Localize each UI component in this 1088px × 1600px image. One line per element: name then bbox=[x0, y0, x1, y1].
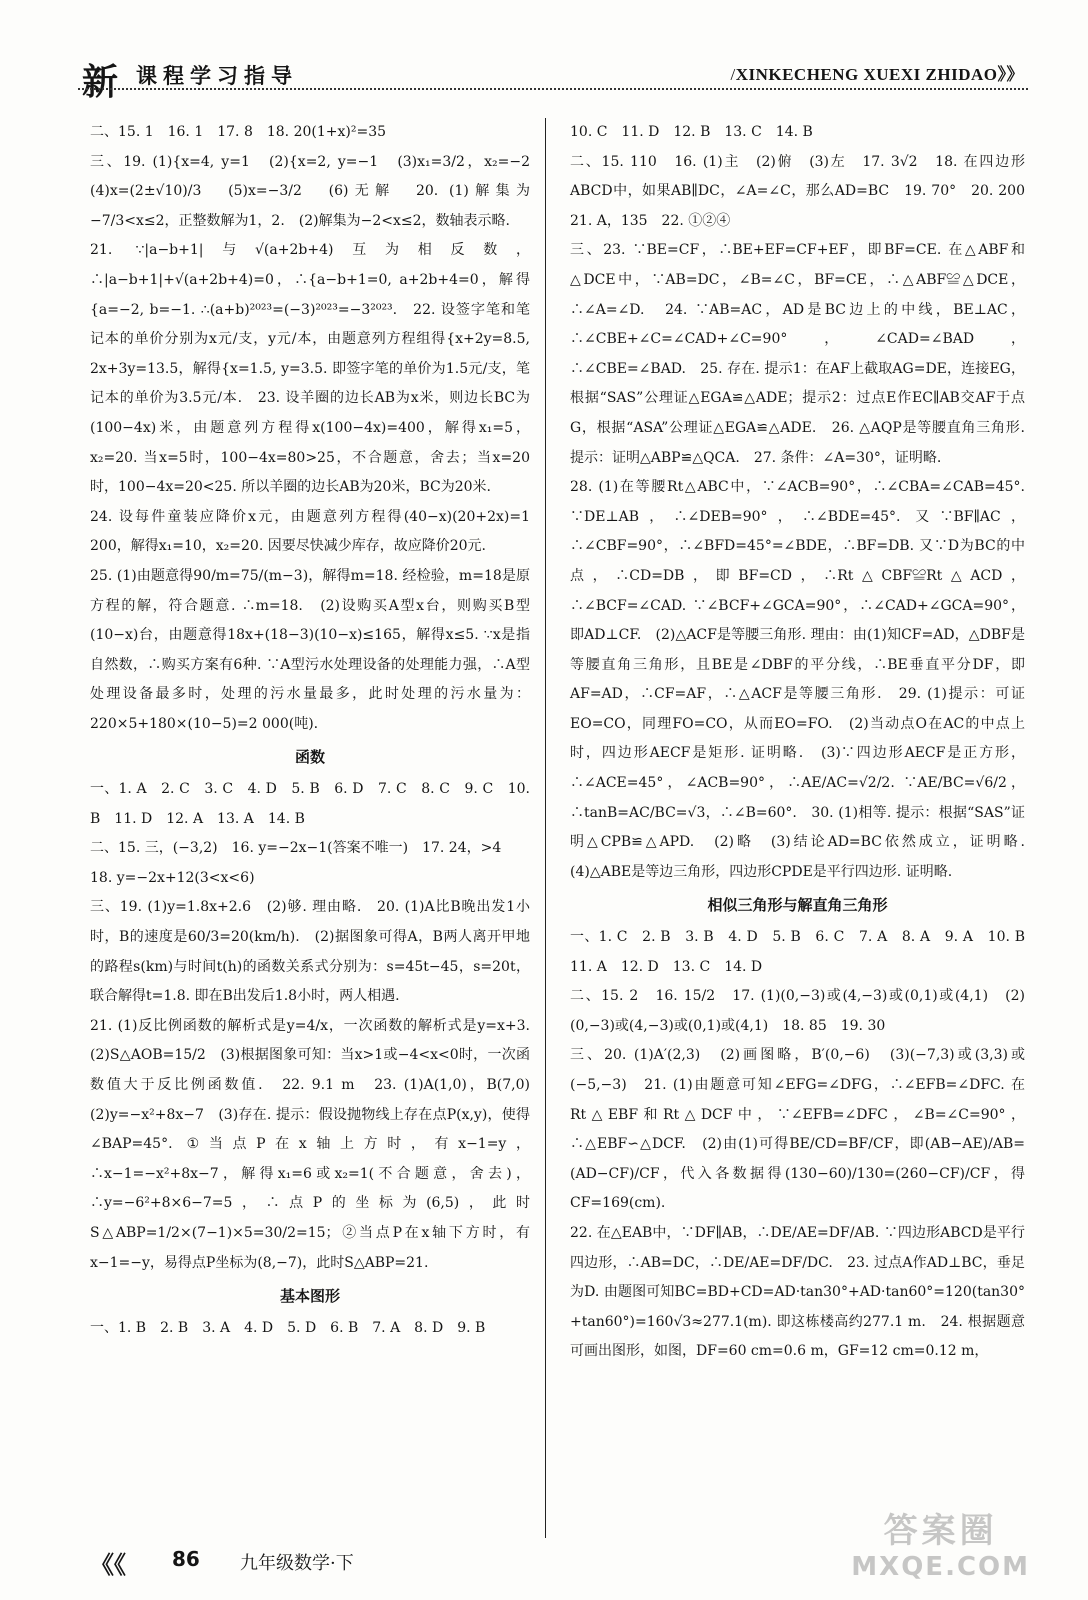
page-header bbox=[78, 50, 1028, 103]
answer-paragraph: 25. (1)由题意得90/m=75/(m−3)，解得m=18. 经检验，m=18是原方程的解，符合题意. ∴m=18. (2)设购买A型x台，则购买B型(10−x)台，由题意得18x+(18−3)(10−x)≤165，解得x≤5. ∵x是指自然数，∴购买方案有6种. ∵A型污水处理设备的处理能力强，∴A型处理设备最多时，处理的污水量最多，此时处理的污水量为：220×5+180×(10−5)=2 000(吨). bbox=[90, 567, 530, 732]
section-heading: 基本图形 bbox=[279, 1287, 340, 1306]
answer-paragraph: 二、15. 三，(−3,2) 16. y=−2x−1(答案不唯一) 17. 24，>4 bbox=[90, 840, 502, 857]
answer-paragraph: 一、1. A 2. C 3. C 4. D 5. B 6. D 7. C 8. C 9. C 10. B 11. D 12. A 13. A 14. B bbox=[90, 781, 530, 827]
brand-title: 课程学习指导 bbox=[136, 64, 298, 88]
answer-paragraph: 三、23. ∵BE=CF，∴BE+EF=CF+EF，即BF=CE. 在△ABF和△DCE中，∵AB=DC，∠B=∠C，BF=CE，∴△ABF≌△DCE，∴∠A=∠D. 24. ∵AB=AC，AD是BC边上的中线，BE⊥AC，∴∠CBE+∠C=∠CAD+∠C=90°，∠CAD=∠BAD，∴∠CBE=∠BAD. 25. 存在. 提示1：在AF上截取AG=DE，连接EG，根据“SAS”公理证△EGA≌△ADE；提示2：过点E作EC∥AB交AF于点G，根据“ASA”公理证△EGA≌△ADE. 26. △AQP是等腰直角三角形. 提示：证明△ABP≌△QCA. 27. 条件：∠A=30°，证明略. bbox=[570, 242, 1025, 466]
answer-paragraph: 一、1. C 2. B 3. B 4. D 5. B 6. C 7. A 8. A 9. A 10. B 11. A 12. D 13. C 14. D bbox=[570, 929, 1039, 975]
brand-logo-character: 新 bbox=[82, 62, 117, 103]
slash-icon: / bbox=[730, 65, 736, 84]
answer-paragraph: 21. ∵|a−b+1|与√(a+2b+4)互为相反数，∴|a−b+1|+√(a+2b+4)=0，∴{a−b+1=0, a+2b+4=0，解得{a=−2, b=−1. ∴(a+b)²⁰²³=(−3)²⁰²³=−3²⁰²³. 22. 设签字笔和笔记本的单价分别为x元/支，y元/本，由题意列方程组得{x+2y=8.5, 2x+3y=13.5，解得{x=1.5, y=3.5. 即签字笔的单价为1.5元/支，笔记本的单价为3.5元/本. 23. 设羊圈的边长AB为x米，则边长BC为(100−4x)米，由题意列方程得x(100−4x)=400，解得x₁=5，x₂=20. 当x=5时，100−4x=80>25，不合题意，舍去；当x=20时，100−4x=20<25. 所以羊圈的边长AB为20米，BC为20米. bbox=[90, 242, 530, 496]
answer-paragraph: 二、15. 110 16. (1)主 (2)俯 (3)左 17. 3√2 18. 在四边形ABCD中，如果AB∥DC，∠A=∠C，那么AD=BC 19. 70° 20. 200 21. A，135 22. ①②④ bbox=[570, 153, 1039, 229]
watermark-url: MXQE.COM bbox=[851, 1552, 1030, 1582]
column-divider bbox=[545, 118, 546, 1538]
brand-title-english bbox=[730, 60, 1024, 85]
answer-paragraph: 28. (1)在等腰Rt△ABC中，∵∠ACB=90°，∴∠CBA=∠CAB=45°. ∵DE⊥AB，∴∠DEB=90°，∴∠BDE=45°. 又∵BF∥AC，∴∠CBF=90°，∴∠BFD=45°=∠BDE，∴BF=DB. 又∵D为BC的中点，∴CD=DB，即BF=CD，∴Rt△CBF≌Rt△ACD，∴∠BCF=∠CAD. ∵∠BCF+∠GCA=90°，∴∠CAD+∠GCA=90°，即AD⊥CF. (2)△ACF是等腰三角形. 理由：由(1)知CF=AD，△DBF是等腰直角三角形，且BE是∠DBF的平分线，∴BE垂直平分DF，即AF=AD，∴CF=AF，∴△ACF是等腰三角形. 29. (1)提示：可证EO=CO，同理FO=CO，从而EO=FO. (2)当动点O在AC的中点上时，四边形AECF是矩形. 证明略. (3)∵四边形AECF是正方形，∴∠ACE=45°，∠ACB=90°，∴AE/AC=√2/2. ∵AE/BC=√6/2，∴tanB=AC/BC=√3，∴∠B=60°. 30. (1)相等. 提示：根据“SAS”证明△CPB≌△APD. (2)略 (3)结论AD=BC依然成立，证明略. (4)△ABE是等边三角形，四边形CPDE是平行四边形. 证明略. bbox=[570, 479, 1039, 880]
answer-paragraph: 二、15. 2 16. 15/2 17. (1)(0,−3)或(4,−3)或(0,1)或(4,1) (2)(0,−3)或(4,−3)或(0,1)或(4,1) 18. 85 19. 30 bbox=[570, 988, 1025, 1034]
header-dotted-rule bbox=[78, 88, 1028, 90]
answer-paragraph: 二、15. 1 16. 1 17. 8 18. 20(1+x)²=35 bbox=[90, 124, 387, 140]
answer-paragraph: 一、1. B 2. B 3. A 4. D 5. D 6. B 7. A 8. D 9. B bbox=[90, 1319, 486, 1336]
answer-paragraph: 24. 设每件童装应降价x元，由题意列方程得(40−x)(20+2x)=1 200，解得x₁=10，x₂=20. 因要尽快减少库存，故应降价20元. bbox=[90, 508, 530, 555]
left-column bbox=[90, 118, 544, 1343]
answer-paragraph: 三、19. (1){x=4, y=1 (2){x=2, y=−1 (3)x₁=3/2，x₂=−2 (4)x=(2±√10)/3 (5)x=−3/2 (6)无解 20. (1)解集为−7/3<x≤2，正整数解为1，2. (2)解集为−2<x≤2，数轴表示略. bbox=[90, 153, 544, 229]
section-heading: 相似三角形与解直角三角形 bbox=[707, 896, 888, 915]
answer-paragraph: 18. y=−2x+12(3<x<6) bbox=[90, 869, 255, 886]
book-title: 九年级数学·下 bbox=[240, 1553, 354, 1574]
watermark bbox=[851, 1503, 1030, 1582]
right-column bbox=[570, 118, 1039, 1367]
answer-paragraph: 三、19. (1)y=1.8x+2.6 (2)够. 理由略. 20. (1)A比B晚出发1小时，B的速度是60/3=20(km/h). (2)据图象可得A，B两人离开甲地的路程s(km)与时间t(h)的函数关系式分别为：s=45t−45，s=20t，联合解得t=1.8. 即在B出发后1.8小时，两人相遇. bbox=[90, 899, 530, 1005]
answer-paragraph: 22. 在△EAB中，∵DF∥AB，∴DE/AE=DF/AB. ∵四边形ABCD是平行四边形，∴AB=DC，∴DE/AE=DF/DC. 23. 过点A作AD⊥BC，垂足为D. 由题图可知BC=BD+CD=AD·tan30°+AD·tan60°=120(tan30°+tan60°)=160√3≈277.1(m). 即这栋楼高约277.1 m. 24. 根据题意可画出图形，如图，DF=60 cm=0.6 m，GF=12 cm=0.12 m， bbox=[570, 1224, 1025, 1360]
double-chevron-icon: 》》 bbox=[997, 65, 1024, 84]
double-chevron-left-icon: 《《 bbox=[90, 1551, 126, 1579]
section-heading: 函数 bbox=[294, 748, 325, 767]
answer-paragraph: 21. (1)反比例函数的解析式是y=4/x，一次函数的解析式是y=x+3. (2)S△AOB=15/2 (3)根据图象可知：当x>1或−4<x<0时，一次函数值大于反比例函数值. 22. 9.1 m 23. (1)A(1,0)，B(7,0) (2)y=−x²+8x−7 (3)存在. 提示：假设抛物线上存在点P(x,y)，使得∠BAP=45°. ①当点P在x轴上方时，有x−1=y，∴x−1=−x²+8x−7，解得x₁=6或x₂=1(不合题意，舍去)，∴y=−6²+8×6−7=5，∴点P的坐标为(6,5)，此时S△ABP=1/2×(7−1)×5=30/2=15；②当点P在x轴下方时，有x−1=−y，易得点P坐标为(8,−7)，此时S△ABP=21. bbox=[90, 1017, 544, 1271]
answer-paragraph: 三、20. (1)A′(2,3) (2)画图略，B′(0,−6) (3)(−7,3)或(3,3)或(−5,−3) 21. (1)由题意可知∠EFG=∠DFG，∴∠EFB=∠DFC. 在Rt△EBF和Rt△DCF中，∵∠EFB=∠DFC，∠B=∠C=90°，∴△EBF∽△DCF. (2)由(1)可得BE/CD=BF/CF，即(AB−AE)/AB=(AD−CF)/CF，代入各数据得(130−60)/130=(260−CF)/CF，得CF=169(cm). bbox=[570, 1047, 1025, 1212]
answer-paragraph: 10. C 11. D 12. B 13. C 14. B bbox=[570, 124, 813, 140]
brand-title-english-text: XINKECHENG XUEXI ZHIDAO bbox=[735, 65, 998, 84]
watermark-logo: 答案圈 bbox=[883, 1511, 998, 1551]
page-number: 86 bbox=[172, 1547, 200, 1571]
